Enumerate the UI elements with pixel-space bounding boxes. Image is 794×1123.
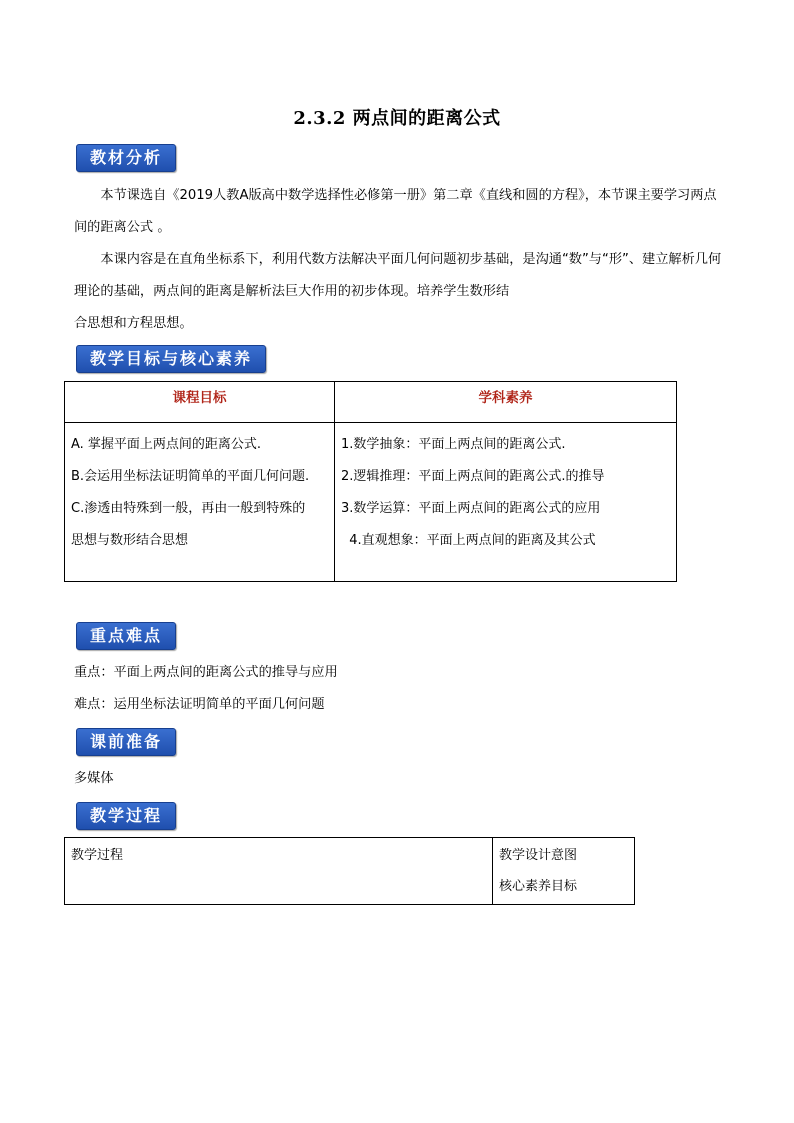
literacy-item: 1.数学抽象：平面上两点间的距离公式. — [341, 437, 566, 452]
goals-table-body-row — [65, 423, 677, 582]
course-goal-item: A. 掌握平面上两点间的距离公式. — [71, 437, 262, 452]
section-badge-analysis: 教材分析 — [76, 144, 176, 172]
goals-col1-cell — [65, 423, 335, 582]
section-badge-prep: 课前准备 — [76, 728, 176, 756]
prep-content: 多媒体 — [74, 771, 114, 786]
literacy-item: 3.数学运算：平面上两点间的距离公式的应用 — [341, 501, 601, 516]
key-focus-text: 重点：平面上两点间的距离公式的推导与应用 — [74, 665, 338, 680]
page-title: 2.3.2 两点间的距离公式 — [293, 108, 501, 129]
process-col1-header: 教学过程 — [65, 838, 493, 905]
section-badge-goals: 教学目标与核心素养 — [76, 345, 266, 373]
goals-table-header-row — [65, 382, 677, 423]
core-literacy-label: 核心素养目标 — [499, 879, 578, 894]
goals-col1-header: 课程目标 — [65, 382, 335, 423]
section-badge-process: 教学过程 — [76, 802, 176, 830]
goals-col2-cell — [335, 423, 677, 582]
literacy-item: 2.逻辑推理：平面上两点间的距离公式.的推导 — [341, 469, 605, 484]
course-goal-item: 思想与数形结合思想 — [71, 533, 189, 548]
analysis-paragraph-2-tail: 合思想和方程思想。 — [74, 316, 193, 331]
goals-table — [64, 381, 677, 582]
process-col2-header — [493, 838, 635, 905]
design-intent-label: 教学设计意图 — [499, 848, 578, 863]
course-goal-item: B.会运用坐标法证明简单的平面几何问题. — [71, 469, 310, 484]
process-table — [64, 837, 635, 905]
analysis-paragraph-2: 本课内容是在直角坐标系下，利用代数方法解决平面几何问题初步基础，是沟通“数”与“形”、建立解析几何理论的基础，两点间的距离是解析法巨大作用的初步体现。培养学生数形结 — [74, 252, 722, 299]
analysis-paragraph-1: 本节课选自《2019人教A版高中数学选择性必修第一册》第二章《直线和圆的方程》，本节课主要学习两点间的距离公式 。 — [74, 188, 717, 235]
key-difficulty-text: 难点：运用坐标法证明简单的平面几何问题 — [74, 697, 325, 712]
course-goal-item: C.渗透由特殊到一般，再由一般到特殊的 — [71, 501, 306, 516]
literacy-item: 4.直观想象：平面上两点间的距离及其公式 — [341, 533, 596, 548]
section-badge-keypoints: 重点难点 — [76, 622, 176, 650]
goals-col2-header: 学科素养 — [335, 382, 677, 423]
process-table-row — [65, 838, 635, 905]
